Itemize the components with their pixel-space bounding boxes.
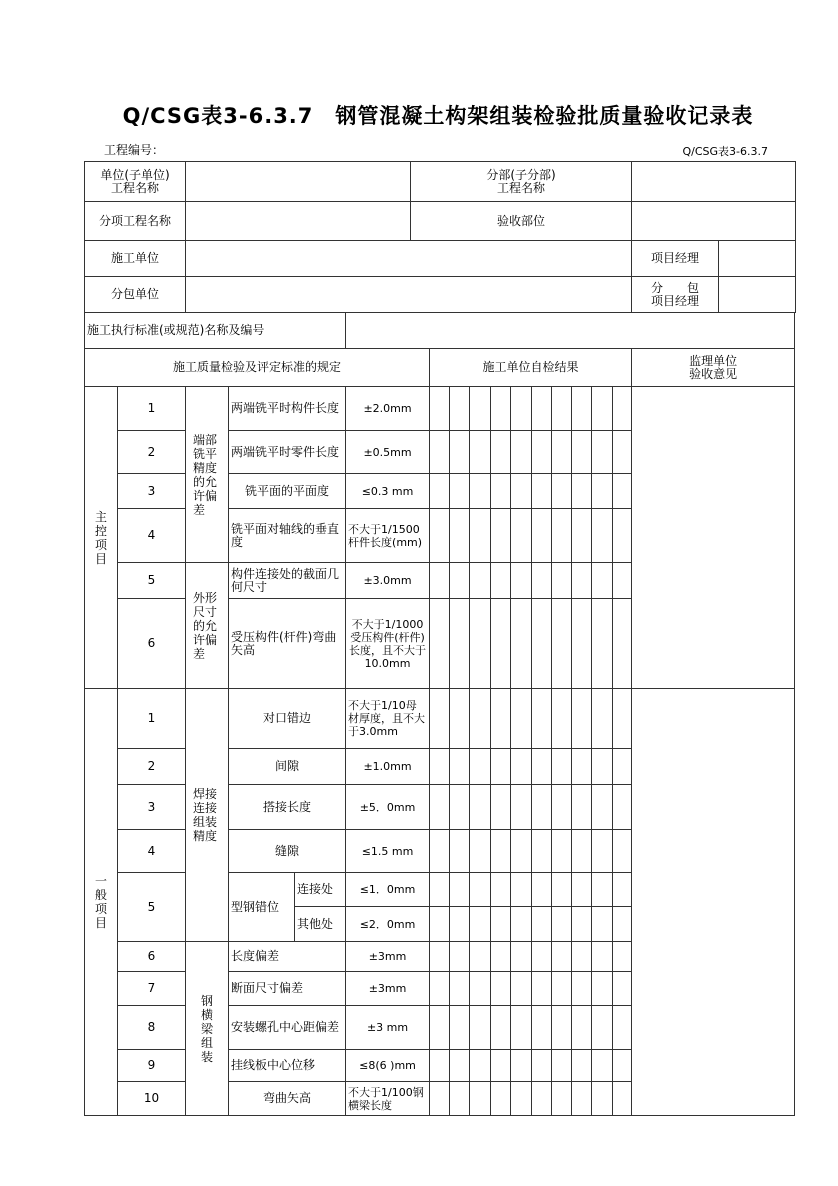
check-cell[interactable] bbox=[450, 431, 470, 474]
item-standard: ±3mm bbox=[346, 972, 430, 1006]
sub-item-name: 其他处 bbox=[295, 907, 346, 942]
item-name: 挂线板中心位移 bbox=[229, 1050, 346, 1082]
pm-field[interactable] bbox=[719, 241, 796, 277]
item-name: 构件连接处的截面几何尺寸 bbox=[229, 563, 346, 599]
check-cell[interactable] bbox=[450, 907, 470, 942]
constructor-label: 施工单位 bbox=[85, 241, 186, 277]
check-cell[interactable] bbox=[450, 509, 470, 563]
check-cell[interactable] bbox=[532, 1050, 552, 1082]
check-cell[interactable] bbox=[532, 563, 552, 599]
main-category-text: 主控项目 bbox=[94, 509, 107, 566]
check-cell[interactable] bbox=[430, 689, 450, 749]
check-cell[interactable] bbox=[532, 474, 552, 509]
item-standard: ≤0.3 mm bbox=[346, 474, 430, 509]
item-name: 型钢错位 bbox=[229, 873, 295, 942]
check-cell[interactable] bbox=[511, 474, 532, 509]
check-cell[interactable] bbox=[552, 509, 572, 563]
check-cell[interactable] bbox=[470, 942, 491, 972]
check-cell[interactable] bbox=[592, 749, 613, 785]
check-cell[interactable] bbox=[430, 509, 450, 563]
check-cell[interactable] bbox=[450, 873, 470, 907]
check-cell[interactable] bbox=[532, 1082, 552, 1116]
check-cell[interactable] bbox=[470, 599, 491, 689]
check-cell[interactable] bbox=[572, 387, 592, 431]
check-cell[interactable] bbox=[430, 942, 450, 972]
standard-field[interactable] bbox=[346, 313, 795, 349]
check-cell[interactable] bbox=[592, 1006, 613, 1050]
check-cell[interactable] bbox=[491, 1082, 511, 1116]
check-cell[interactable] bbox=[430, 563, 450, 599]
check-cell[interactable] bbox=[450, 1050, 470, 1082]
item-name: 铣平面的平面度 bbox=[229, 474, 346, 509]
check-cell[interactable] bbox=[430, 873, 450, 907]
subcontractor-label: 分包单位 bbox=[85, 277, 186, 313]
check-cell[interactable] bbox=[450, 599, 470, 689]
check-cell[interactable] bbox=[511, 749, 532, 785]
check-cell[interactable] bbox=[572, 509, 592, 563]
check-cell[interactable] bbox=[532, 599, 552, 689]
check-cell[interactable] bbox=[511, 563, 532, 599]
check-cell[interactable] bbox=[613, 873, 632, 907]
item-standard: ±3mm bbox=[346, 942, 430, 972]
item-name: 两端铣平时零件长度 bbox=[229, 431, 346, 474]
check-cell[interactable] bbox=[470, 907, 491, 942]
group-label-text: 焊接连接组装精度 bbox=[193, 787, 218, 843]
check-cell[interactable] bbox=[450, 830, 470, 873]
check-cell[interactable] bbox=[572, 1006, 592, 1050]
item-name: 断面尺寸偏差 bbox=[229, 972, 346, 1006]
check-cell[interactable] bbox=[511, 907, 532, 942]
check-cell[interactable] bbox=[532, 431, 552, 474]
item-name: 受压构件(杆件)弯曲矢高 bbox=[229, 599, 346, 689]
check-cell[interactable] bbox=[613, 942, 632, 972]
check-cell[interactable] bbox=[572, 431, 592, 474]
general-category bbox=[85, 689, 118, 1116]
inspection-table bbox=[84, 312, 795, 1116]
main-supervisor-opinion[interactable] bbox=[632, 387, 795, 689]
pm-label: 项目经理 bbox=[632, 241, 719, 277]
check-cell[interactable] bbox=[613, 972, 632, 1006]
item-standard: ≤1.5 mm bbox=[346, 830, 430, 873]
check-cell[interactable] bbox=[511, 689, 532, 749]
check-cell[interactable] bbox=[470, 972, 491, 1006]
check-cell[interactable] bbox=[430, 387, 450, 431]
check-cell[interactable] bbox=[613, 387, 632, 431]
check-cell[interactable] bbox=[572, 749, 592, 785]
item-no: 10 bbox=[118, 1082, 186, 1116]
item-name: 弯曲矢高 bbox=[229, 1082, 346, 1116]
check-cell[interactable] bbox=[613, 563, 632, 599]
check-cell[interactable] bbox=[511, 785, 532, 830]
check-cell[interactable] bbox=[491, 563, 511, 599]
check-cell[interactable] bbox=[491, 749, 511, 785]
item-name: 安装螺孔中心距偏差 bbox=[229, 1006, 346, 1050]
check-cell[interactable] bbox=[552, 873, 572, 907]
item-no: 5 bbox=[118, 873, 186, 942]
check-cell[interactable] bbox=[552, 1006, 572, 1050]
check-cell[interactable] bbox=[552, 387, 572, 431]
sub-item-name: 连接处 bbox=[295, 873, 346, 907]
item-standard: ±0.5mm bbox=[346, 431, 430, 474]
general-supervisor-opinion[interactable] bbox=[632, 689, 795, 1116]
check-cell[interactable] bbox=[491, 431, 511, 474]
sub-part-label: 分部(子分部) 工程名称 bbox=[411, 162, 632, 202]
check-cell[interactable] bbox=[430, 972, 450, 1006]
check-cell[interactable] bbox=[491, 942, 511, 972]
check-cell[interactable] bbox=[491, 689, 511, 749]
form-code: Q/CSG表3-6.3.7 bbox=[682, 145, 768, 158]
item-no: 9 bbox=[118, 1050, 186, 1082]
item-no: 8 bbox=[118, 1006, 186, 1050]
check-cell[interactable] bbox=[430, 1050, 450, 1082]
check-cell[interactable] bbox=[470, 387, 491, 431]
item-standard: ±5．0mm bbox=[346, 785, 430, 830]
check-cell[interactable] bbox=[491, 785, 511, 830]
check-cell[interactable] bbox=[470, 873, 491, 907]
check-cell[interactable] bbox=[470, 1082, 491, 1116]
check-cell[interactable] bbox=[430, 1082, 450, 1116]
check-cell[interactable] bbox=[613, 907, 632, 942]
check-cell[interactable] bbox=[430, 599, 450, 689]
check-cell[interactable] bbox=[613, 830, 632, 873]
check-cell[interactable] bbox=[552, 972, 572, 1006]
check-cell[interactable] bbox=[450, 1082, 470, 1116]
check-cell[interactable] bbox=[572, 1050, 592, 1082]
check-cell[interactable] bbox=[552, 599, 572, 689]
check-cell[interactable] bbox=[450, 563, 470, 599]
check-cell[interactable] bbox=[491, 873, 511, 907]
item-no: 1 bbox=[118, 387, 186, 431]
check-cell[interactable] bbox=[592, 387, 613, 431]
check-cell[interactable] bbox=[511, 599, 532, 689]
check-cell[interactable] bbox=[470, 830, 491, 873]
check-cell[interactable] bbox=[491, 599, 511, 689]
check-cell[interactable] bbox=[592, 474, 613, 509]
group-label-text: 外形尺寸的允许偏差 bbox=[193, 590, 218, 661]
col-supervisor-header: 监理单位 验收意见 bbox=[632, 349, 795, 387]
check-cell[interactable] bbox=[491, 509, 511, 563]
check-cell[interactable] bbox=[572, 942, 592, 972]
check-cell[interactable] bbox=[511, 873, 532, 907]
item-standard: ±1.0mm bbox=[346, 749, 430, 785]
item-no: 7 bbox=[118, 972, 186, 1006]
item-no: 5 bbox=[118, 563, 186, 599]
check-cell[interactable] bbox=[430, 431, 450, 474]
accept-part-label: 验收部位 bbox=[411, 202, 632, 241]
sub-item-field[interactable] bbox=[186, 202, 411, 241]
check-cell[interactable] bbox=[470, 474, 491, 509]
item-no: 3 bbox=[118, 474, 186, 509]
check-cell[interactable] bbox=[491, 907, 511, 942]
check-cell[interactable] bbox=[532, 873, 552, 907]
item-no: 4 bbox=[118, 509, 186, 563]
sub-pm-field[interactable] bbox=[719, 277, 796, 313]
check-cell[interactable] bbox=[572, 599, 592, 689]
item-name: 缝隙 bbox=[229, 830, 346, 873]
check-cell[interactable] bbox=[470, 563, 491, 599]
item-no: 6 bbox=[118, 942, 186, 972]
check-cell[interactable] bbox=[592, 785, 613, 830]
check-cell[interactable] bbox=[511, 431, 532, 474]
check-cell[interactable] bbox=[592, 1082, 613, 1116]
check-cell[interactable] bbox=[511, 1006, 532, 1050]
check-cell[interactable] bbox=[592, 972, 613, 1006]
group-label-text: 钢横梁组装 bbox=[200, 993, 213, 1064]
check-cell[interactable] bbox=[572, 972, 592, 1006]
check-cell[interactable] bbox=[613, 749, 632, 785]
header-table bbox=[84, 161, 796, 313]
check-cell[interactable] bbox=[511, 942, 532, 972]
sub-item-label: 分项工程名称 bbox=[85, 202, 186, 241]
check-cell[interactable] bbox=[613, 1050, 632, 1082]
item-standard: 不大于1/1000受压构件(杆件)长度，且不大于10.0mm bbox=[346, 599, 430, 689]
check-cell[interactable] bbox=[552, 431, 572, 474]
check-cell[interactable] bbox=[532, 1006, 552, 1050]
sub-part-field[interactable] bbox=[632, 162, 796, 202]
check-cell[interactable] bbox=[532, 830, 552, 873]
check-cell[interactable] bbox=[430, 785, 450, 830]
check-cell[interactable] bbox=[572, 830, 592, 873]
item-standard: 不大于1/1500杆件长度(mm) bbox=[346, 509, 430, 563]
item-standard: ≤1．0mm bbox=[346, 873, 430, 907]
check-cell[interactable] bbox=[430, 907, 450, 942]
check-cell[interactable] bbox=[532, 907, 552, 942]
check-cell[interactable] bbox=[511, 830, 532, 873]
check-cell[interactable] bbox=[552, 830, 572, 873]
check-cell[interactable] bbox=[511, 1082, 532, 1116]
check-cell[interactable] bbox=[613, 785, 632, 830]
check-cell[interactable] bbox=[572, 907, 592, 942]
accept-part-field[interactable] bbox=[632, 202, 796, 241]
group-label bbox=[186, 689, 229, 942]
check-cell[interactable] bbox=[552, 942, 572, 972]
check-cell[interactable] bbox=[450, 387, 470, 431]
check-cell[interactable] bbox=[450, 785, 470, 830]
check-cell[interactable] bbox=[470, 785, 491, 830]
check-cell[interactable] bbox=[552, 689, 572, 749]
check-cell[interactable] bbox=[552, 474, 572, 509]
check-cell[interactable] bbox=[592, 1050, 613, 1082]
item-no: 1 bbox=[118, 689, 186, 749]
check-cell[interactable] bbox=[470, 749, 491, 785]
check-cell[interactable] bbox=[613, 689, 632, 749]
item-standard: ±3.0mm bbox=[346, 563, 430, 599]
check-cell[interactable] bbox=[511, 387, 532, 431]
item-no: 6 bbox=[118, 599, 186, 689]
check-cell[interactable] bbox=[552, 563, 572, 599]
check-cell[interactable] bbox=[592, 907, 613, 942]
check-cell[interactable] bbox=[470, 431, 491, 474]
check-cell[interactable] bbox=[532, 785, 552, 830]
check-cell[interactable] bbox=[430, 830, 450, 873]
check-cell[interactable] bbox=[552, 907, 572, 942]
col-self-check-header: 施工单位自检结果 bbox=[430, 349, 632, 387]
check-cell[interactable] bbox=[532, 749, 552, 785]
check-cell[interactable] bbox=[450, 689, 470, 749]
standard-label: 施工执行标准(或规范)名称及编号 bbox=[85, 313, 346, 349]
check-cell[interactable] bbox=[491, 972, 511, 1006]
check-cell[interactable] bbox=[470, 1006, 491, 1050]
general-category-text: 一般项目 bbox=[94, 874, 107, 930]
check-cell[interactable] bbox=[532, 509, 552, 563]
group-label-text: 端部铣平精度的允许偏差 bbox=[193, 432, 218, 517]
item-standard: 不大于1/100钢横梁长度 bbox=[346, 1082, 430, 1116]
page-title: Q/CSG表3-6.3.7 钢管混凝土构架组装检验批质量验收记录表 bbox=[122, 104, 754, 128]
check-cell[interactable] bbox=[491, 1050, 511, 1082]
check-cell[interactable] bbox=[450, 474, 470, 509]
check-cell[interactable] bbox=[592, 431, 613, 474]
group-label bbox=[186, 942, 229, 1116]
constructor-field[interactable] bbox=[186, 241, 632, 277]
item-standard: ≤2．0mm bbox=[346, 907, 430, 942]
item-name: 两端铣平时构件长度 bbox=[229, 387, 346, 431]
check-cell[interactable] bbox=[552, 785, 572, 830]
item-no: 4 bbox=[118, 830, 186, 873]
item-name: 间隙 bbox=[229, 749, 346, 785]
check-cell[interactable] bbox=[430, 749, 450, 785]
check-cell[interactable] bbox=[572, 474, 592, 509]
check-cell[interactable] bbox=[592, 599, 613, 689]
check-cell[interactable] bbox=[613, 509, 632, 563]
check-cell[interactable] bbox=[491, 474, 511, 509]
item-standard: ±3 mm bbox=[346, 1006, 430, 1050]
check-cell[interactable] bbox=[592, 942, 613, 972]
check-cell[interactable] bbox=[491, 387, 511, 431]
check-cell[interactable] bbox=[572, 873, 592, 907]
check-cell[interactable] bbox=[552, 749, 572, 785]
item-standard: 不大于1/10母材厚度，且不大于3.0mm bbox=[346, 689, 430, 749]
check-cell[interactable] bbox=[430, 474, 450, 509]
check-cell[interactable] bbox=[450, 972, 470, 1006]
item-name: 长度偏差 bbox=[229, 942, 346, 972]
check-cell[interactable] bbox=[613, 431, 632, 474]
group-label bbox=[186, 387, 229, 563]
check-cell[interactable] bbox=[592, 830, 613, 873]
item-name: 对口错边 bbox=[229, 689, 346, 749]
item-no: 2 bbox=[118, 749, 186, 785]
check-cell[interactable] bbox=[552, 1050, 572, 1082]
item-standard: ±2.0mm bbox=[346, 387, 430, 431]
check-cell[interactable] bbox=[613, 1082, 632, 1116]
unit-name-field[interactable] bbox=[186, 162, 411, 202]
check-cell[interactable] bbox=[532, 689, 552, 749]
group-label bbox=[186, 563, 229, 689]
check-cell[interactable] bbox=[491, 830, 511, 873]
check-cell[interactable] bbox=[470, 689, 491, 749]
check-cell[interactable] bbox=[511, 972, 532, 1006]
check-cell[interactable] bbox=[511, 1050, 532, 1082]
check-cell[interactable] bbox=[592, 563, 613, 599]
check-cell[interactable] bbox=[470, 509, 491, 563]
check-cell[interactable] bbox=[450, 749, 470, 785]
check-cell[interactable] bbox=[613, 599, 632, 689]
check-cell[interactable] bbox=[511, 509, 532, 563]
check-cell[interactable] bbox=[450, 1006, 470, 1050]
check-cell[interactable] bbox=[470, 1050, 491, 1082]
main-item-row bbox=[85, 387, 795, 431]
check-cell[interactable] bbox=[592, 509, 613, 563]
sub-pm-label: 分 包 项目经理 bbox=[632, 277, 719, 313]
check-cell[interactable] bbox=[430, 1006, 450, 1050]
check-cell[interactable] bbox=[592, 689, 613, 749]
check-cell[interactable] bbox=[592, 873, 613, 907]
item-name: 铣平面对轴线的垂直度 bbox=[229, 509, 346, 563]
check-cell[interactable] bbox=[572, 689, 592, 749]
check-cell[interactable] bbox=[532, 387, 552, 431]
item-no: 2 bbox=[118, 431, 186, 474]
check-cell[interactable] bbox=[572, 563, 592, 599]
general-item-row bbox=[85, 689, 795, 749]
check-cell[interactable] bbox=[532, 942, 552, 972]
check-cell[interactable] bbox=[572, 785, 592, 830]
item-standard: ≤8(6 )mm bbox=[346, 1050, 430, 1082]
item-name: 搭接长度 bbox=[229, 785, 346, 830]
check-cell[interactable] bbox=[491, 1006, 511, 1050]
check-cell[interactable] bbox=[450, 942, 470, 972]
subcontractor-field[interactable] bbox=[186, 277, 632, 313]
col-spec-header: 施工质量检验及评定标准的规定 bbox=[85, 349, 430, 387]
check-cell[interactable] bbox=[613, 474, 632, 509]
check-cell[interactable] bbox=[552, 1082, 572, 1116]
check-cell[interactable] bbox=[572, 1082, 592, 1116]
unit-name-label: 单位(子单位) 工程名称 bbox=[85, 162, 186, 202]
main-category bbox=[85, 387, 118, 689]
check-cell[interactable] bbox=[532, 972, 552, 1006]
item-no: 3 bbox=[118, 785, 186, 830]
check-cell[interactable] bbox=[613, 1006, 632, 1050]
project-number-label: 工程编号： bbox=[104, 143, 165, 157]
